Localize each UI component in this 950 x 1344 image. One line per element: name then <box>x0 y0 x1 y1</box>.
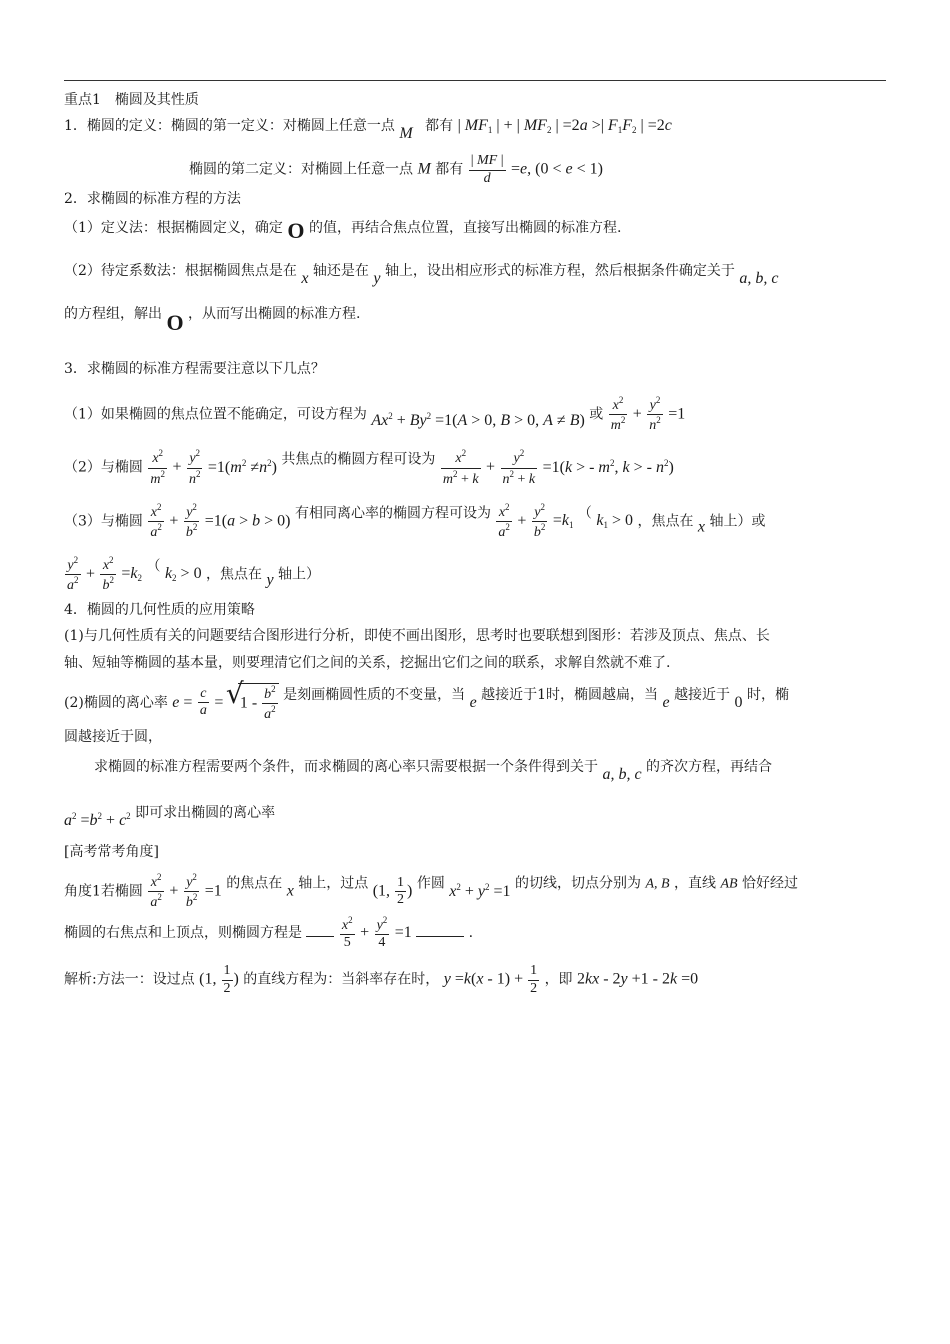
var-x-3: x <box>286 882 294 900</box>
def-second-line <box>64 153 886 186</box>
frac-c3-y2: $\frac{y^2}{b^2}$ <box>533 501 546 540</box>
def-first-line <box>64 114 886 145</box>
var-x: x <box>301 269 309 287</box>
exam-q1e: 的切线，切点分别为 <box>515 875 642 892</box>
exam-q1: 角度1若椭圆 $\frac{x^2}{a^2}$ + $\frac{y^2}{b^2}$ =1 的焦点在 x 轴上，过点 (1, $\frac{1}{2}$ ) 作圆 $x^2 + y^2 =1$ 的切线，切点分别为 A, B ，直线 AB 恰好经过 <box>64 872 799 911</box>
frac-x2-m2: $\frac{x^2}{m^2}$ <box>610 395 626 434</box>
answer-blank-right <box>416 936 464 937</box>
s4-p4-text: 即可求出椭圆的离心率 <box>135 804 276 821</box>
s4-p2f: 圆越接近于圆， <box>64 729 162 746</box>
s3-c4b: ，焦点在 <box>206 566 263 583</box>
s2-p3b: ，从而写出椭圆的标准方程. <box>188 306 361 323</box>
s2-p2b: 轴还是在 <box>312 262 369 279</box>
point-M-2: M <box>417 161 431 179</box>
s4-p3a: 求椭圆的标准方程需要两个条件，而求椭圆的离心率只需要根据一个条件得到关于 <box>94 759 598 776</box>
s3-title: 3．求椭圆的标准方程需要注意以下几点？ <box>64 360 325 377</box>
s4-p2: (2)椭圆的离心率 e = $\frac{c}{a}$ = √ 1 - $\frac{b^2}{a^2}$ 是刻画椭圆性质的不变量，当 e 越接近于1时，椭圆越扁，当 e 越接近于 0 时，椭 <box>64 683 886 723</box>
s3-c2: （2）与椭圆 $\frac{x^2}{m^2}$ + $\frac{y^2}{n^2}$ $=1(m^2 \ne n^2)$ 共焦点的椭圆方程可设为 $\frac{x^2}{m^2 + k}$ + $\frac{y^2}{n^2 + k}$ =1(k > - $m^2$, k > - $n^2$) <box>64 448 674 487</box>
s3-c2a: （2）与椭圆 <box>64 460 143 477</box>
s2-p2a: （2）待定系数法：根据椭圆焦点是在 <box>64 262 297 279</box>
s3-c1-or: 或 <box>589 406 604 423</box>
exam-q1f: ，直线 <box>674 875 717 892</box>
s2-p1a: （1）定义法：根据椭圆定义，确定 <box>64 219 283 236</box>
frac-y2-n2: $\frac{y^2}{n^2}$ <box>649 395 661 434</box>
def-second-label: 椭圆的第二定义：对椭圆上任意一点 <box>189 162 413 179</box>
c2-k-condition: =1(k > - $m^2$, k > - $n^2$) <box>542 458 674 477</box>
frac-c3-x: $\frac{x^2}{a^2}$ <box>150 501 162 540</box>
s2-p3 <box>64 304 886 339</box>
var-abc: a, b, c <box>739 269 779 287</box>
exam-q2a: 椭圆的右焦点和上顶点，则椭圆方程是 <box>64 925 302 942</box>
s3-c1: （1）如果椭圆的焦点位置不能确定，可设方程为 $Ax^2 + By^2 =1(A > 0$, B > 0, A ≠ B) 或 $\frac{x^2}{m^2}$ + $\frac{y^2}{n^2}$ =1 <box>64 395 686 434</box>
omega-symbol-2: O <box>166 310 184 336</box>
exam-title: [高考常考角度] <box>64 843 159 860</box>
answer-blank-left <box>306 936 334 937</box>
point-M: M <box>399 125 413 143</box>
s4-p3 <box>64 757 886 786</box>
s3-c3e: 轴上）或 <box>709 513 766 530</box>
point-1-half: (1, <box>372 882 395 900</box>
general-ellipse-eq: $Ax^2 + By^2 =1(A > 0$, B > 0, A ≠ B) <box>371 410 585 429</box>
s2-p1b: 的值，再结合焦点位置，直接写出椭圆的标准方程. <box>308 219 622 236</box>
frac-c4-x: $\frac{x^2}{b^2}$ <box>102 554 114 593</box>
has-label: 都有 <box>425 118 454 135</box>
frac-c3-x2: $\frac{x^2}{a^2}$ <box>498 501 510 540</box>
exam-q2b: . <box>468 925 474 942</box>
frac-ans-y: $\frac{y^2}{4}$ <box>376 915 388 951</box>
s4-p2c: 越接近于1时，椭圆越扁，当 <box>481 686 659 703</box>
var-y: y <box>373 269 381 287</box>
points-AB: A, B <box>645 876 670 892</box>
sqrt-expression: √ 1 - $\frac{b^2}{a^2}$ <box>238 683 279 723</box>
s4-p3b: 的齐次方程，再结合 <box>646 759 773 776</box>
s4-p2a: (2)椭圆的离心率 <box>64 694 168 711</box>
has-label-2: 都有 <box>435 162 464 179</box>
circle-eq: $x^2 + y^2 =1$ <box>449 881 511 900</box>
s2-p2 <box>64 261 886 290</box>
exam-solution: 解析:方法一：设过点 (1, $\frac{1}{2}$ ) 的直线方程为：当斜率存在时， y =k(x - 1) + $\frac{1}{2}$ ，即 2kx - 2y +1 - 2k =0 <box>64 963 699 996</box>
var-e: e <box>469 693 477 711</box>
s3-c4c: 轴上） <box>278 566 321 583</box>
var-y-2: y <box>266 571 274 589</box>
s3-c3a: （3）与椭圆 <box>64 513 143 530</box>
exam-q2: 椭圆的右焦点和上顶点，则椭圆方程是 $\frac{x^2}{5}$ + $\frac{y^2}{4}$ =1 . <box>64 915 474 951</box>
line-AB: AB <box>720 876 738 892</box>
exam-q1b: 的焦点在 <box>226 875 283 892</box>
exam-q1g: 恰好经过 <box>742 875 799 892</box>
s3-c3: （3）与椭圆 $\frac{x^2}{a^2}$ + $\frac{y^2}{b^2}$ =1(a > b > 0) 有相同离心率的椭圆方程可设为 $\frac{x^2}{a^2}$ + $\frac{y^2}{b^2}$ $=k_1$ （ $k_1 > 0$ ，焦点在 x 轴上）或 <box>64 501 766 540</box>
frac-c2-y: $\frac{y^2}{n^2}$ <box>188 448 201 487</box>
solution-a: 解析:方法一：设过点 <box>64 972 195 988</box>
s4-title: 4．椭圆的几何性质的应用策略 <box>64 601 255 618</box>
frac-c2-y-k: $\frac{y^2}{n^2 + k}$ <box>502 448 536 487</box>
s4-p4 <box>64 803 886 832</box>
s2-p1 <box>64 215 886 247</box>
s3-c2b: 共焦点的椭圆方程可设为 <box>281 452 436 469</box>
var-abc-2: a, b, c <box>602 766 642 784</box>
solution-c: ，即 <box>544 972 573 988</box>
s2-title: 2．求椭圆的标准方程的方法 <box>64 190 241 207</box>
s4-p2e: 时，椭 <box>746 686 789 703</box>
second-def-formula: =e, (0 < e < 1) <box>510 161 603 179</box>
var-e-2: e <box>662 693 670 711</box>
line-equation: y =k(x - 1) + <box>443 971 528 988</box>
exam-q1c: 轴上，过点 <box>298 875 369 892</box>
frac-ans-x: $\frac{x^2}{5}$ <box>341 915 353 951</box>
eccentricity-formula: e <box>172 693 180 711</box>
c3-condition: =1(a > b > 0) <box>204 512 291 530</box>
exam-q1a: 角度1若椭圆 <box>64 883 143 900</box>
value-zero: 0 <box>734 693 743 711</box>
frac-q-x: $\frac{x^2}{a^2}$ <box>150 872 162 911</box>
document-page <box>64 88 886 996</box>
s4-p2b: 是刻画椭圆性质的不变量，当 <box>283 686 466 703</box>
s3-c4: $\frac{y^2}{a^2}$ + $\frac{x^2}{b^2}$ $=k_2$ （ $k_2 > 0$ ，焦点在 y 轴上） <box>67 554 321 593</box>
frac-c3-y: $\frac{y^2}{b^2}$ <box>185 501 198 540</box>
exam-q1d: 作圆 <box>416 875 445 892</box>
var-x-2: x <box>697 518 706 536</box>
section-heading: 重点1 椭圆及其性质 <box>64 92 199 108</box>
abc-relation: $a^2 =b^2 + c^2$ <box>64 810 131 829</box>
s2-p3a: 的方程组，解出 <box>64 306 162 323</box>
s4-p1: (1)与几何性质有关的问题要结合图形进行分析，即使不画出图形，思考时也要联想到图形：若涉及顶点、焦点、长 <box>64 628 770 645</box>
omega-symbol: O <box>287 217 305 243</box>
frac-c4-y: $\frac{y^2}{a^2}$ <box>67 554 79 593</box>
frac-c2-x-k: $\frac{x^2}{m^2 + k}$ <box>442 448 479 487</box>
def-first-label: 1．椭圆的定义：椭圆的第一定义：对椭圆上任意一点 <box>64 118 395 135</box>
frac-c2-x: $\frac{x^2}{m^2}$ <box>150 448 165 487</box>
s3-c4a: （ <box>146 558 161 575</box>
frac-c-a: $\frac{c}{a}$ <box>199 686 207 719</box>
top-rule <box>64 80 886 81</box>
line-equation-2: 2kx - 2y +1 - 2k =0 <box>577 971 699 988</box>
s3-c1a: （1）如果椭圆的焦点位置不能确定，可设方程为 <box>64 406 367 423</box>
c2-condition: $=1(m^2 \ne n^2)$ <box>207 458 277 477</box>
s2-p2c: 轴上，设出相应形式的标准方程，然后根据条件确定关于 <box>384 262 735 279</box>
first-def-formula: | $MF_1$ | + | $MF_2$ | =2a >| $F_1F_2$ | =2c <box>457 117 672 136</box>
mf-over-d-fraction: $\frac{| MF |}{d}$ <box>470 153 504 186</box>
s3-c3c: （ <box>577 505 592 522</box>
s3-c3d: ，焦点在 <box>637 513 694 530</box>
solution-b: 的直线方程为：当斜率存在时， <box>243 972 440 988</box>
s3-c3b: 有相同离心率的椭圆方程可设为 <box>294 505 491 522</box>
sol-point: (1, <box>199 971 221 988</box>
s4-p2d: 越接近于 <box>674 686 731 703</box>
s4-p1b: 轴、短轴等椭圆的基本量，则要理清它们之间的关系，挖掘出它们之间的联系，求解自然就不难了. <box>64 654 671 671</box>
frac-q-y: $\frac{y^2}{b^2}$ <box>185 872 198 911</box>
